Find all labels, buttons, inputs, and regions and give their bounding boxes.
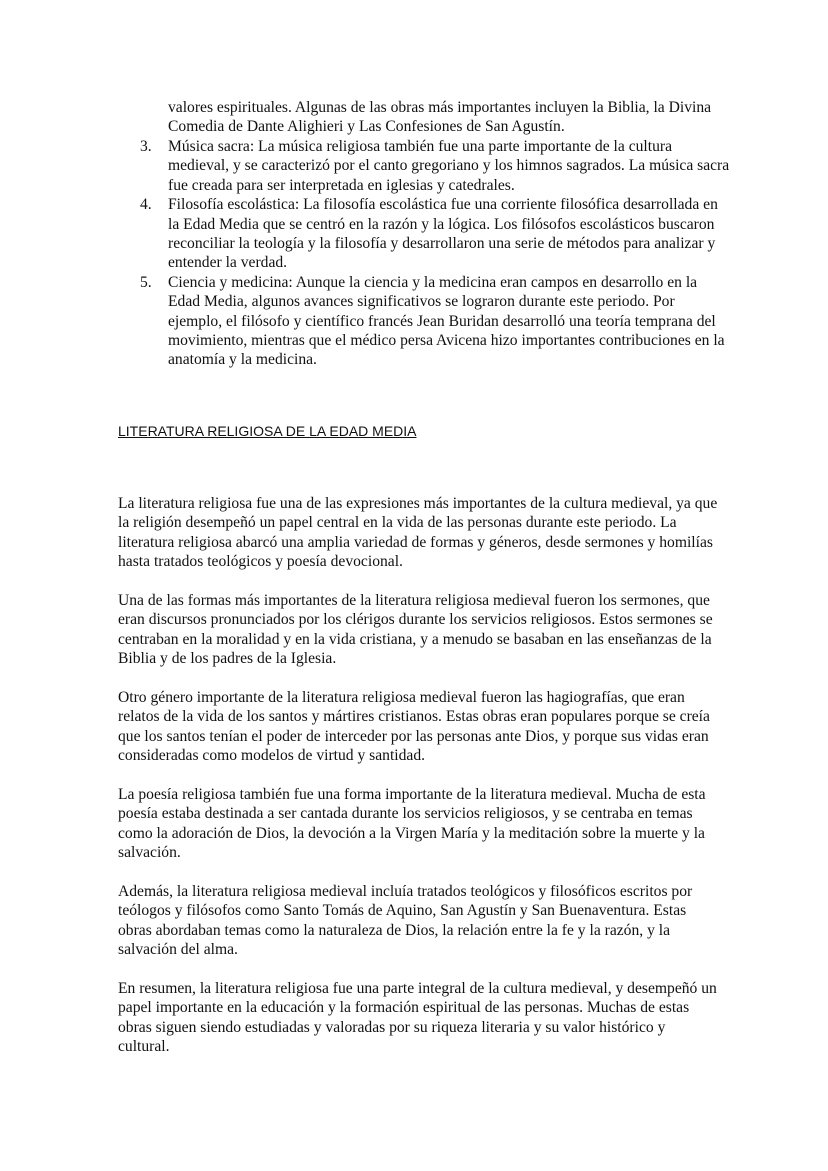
list-item [140, 137, 730, 195]
section-body [118, 494, 718, 1076]
paragraph: En resumen, la literatura religiosa fue una parte integral de la cultura medieval, y desempeñó un papel importante en la educación y la formación espiritual de las personas. Muchas de estas obras siguen siendo estudiadas y valoradas por su riqueza literaria y su valor histórico y cultural. [118, 980, 717, 1056]
paragraph: Otro género importante de la literatura religiosa medieval fueron las hagiografías, que eran relatos de la vida de los santos y mártires cristianos. Estas obras eran populares porque se creía que los santos tenían el poder de interceder por las personas ante Dios, y porque sus vidas eran consideradas como modelos de virtud y santidad. [118, 689, 710, 765]
list-item [140, 273, 730, 370]
list-item-continuation: valores espirituales. Algunas de las obras más importantes incluyen la Biblia, la Divina Comedia de Dante Alighieri y Las Confesiones de San Agustín. [168, 99, 712, 136]
list-item-number: 3. [140, 138, 152, 155]
paragraph: Una de las formas más importantes de la literatura religiosa medieval fueron los sermones, que eran discursos pronunciados por los clérigos durante los servicios religiosos. Estos sermones se centraban en la moralidad y en la vida cristiana, y a menudo se basaban en las enseñanzas de la Biblia y de los padres de la Iglesia. [118, 592, 713, 668]
list-item [140, 195, 730, 273]
list-item-number: 5. [140, 273, 152, 291]
section-heading: LITERATURA RELIGIOSA DE LA EDAD MEDIA [118, 423, 417, 439]
list-item-text: Filosofía escolástica: La filosofía escolástica fue una corriente filosófica desarrollada en la Edad Media que se centró en la razón y la lógica. Los filósofos escolásticos buscaron reconciliar la teología y la filosofía y desarrollaron una serie de métodos para analizar y entender la verdad. [168, 196, 718, 272]
list-item-text: Ciencia y medicina: Aunque la ciencia y la medicina eran campos en desarrollo en la Edad Media, algunos avances significativos se lograron durante este periodo. Por ejemplo, el filósofo y científico francés Jean Buridan desarrolló una teoría temprana del movimiento, mientras que el médico persa Avicena hizo importantes contribuciones en la anatomía y la medicina. [168, 273, 725, 369]
list-item-number: 4. [140, 196, 152, 214]
numbered-list [140, 137, 730, 370]
list-item-text: Música sacra: La música religiosa también fue una parte importante de la cultura medieval, y se caracterizó por el canto gregoriano y los himnos sagrados. La música sacra fue creada para ser interpretada en iglesias y catedrales. [168, 138, 730, 194]
paragraph: La literatura religiosa fue una de las expresiones más importantes de la cultura medieval, ya que la religión desempeñó un papel central en la vida de las personas durante este periodo. La literatura religiosa abarcó una amplia variedad de formas y géneros, desde sermones y homilías hasta tratados teológicos y poesía devocional. [118, 495, 718, 571]
paragraph: Además, la literatura religiosa medieval incluía tratados teológicos y filosóficos escritos por teólogos y filósofos como Santo Tomás de Aquino, San Agustín y San Buenaventura. Estas obras abordaban temas como la naturaleza de Dios, la relación entre la fe y la razón, y la salvación del alma. [118, 883, 693, 959]
paragraph: La poesía religiosa también fue una forma importante de la literatura medieval. Mucha de esta poesía estaba destinada a ser cantada durante los servicios religiosos, y se centraba en temas como la adoración de Dios, la devoción a la Virgen María y la meditación sobre la muerte y la salvación. [118, 786, 706, 862]
